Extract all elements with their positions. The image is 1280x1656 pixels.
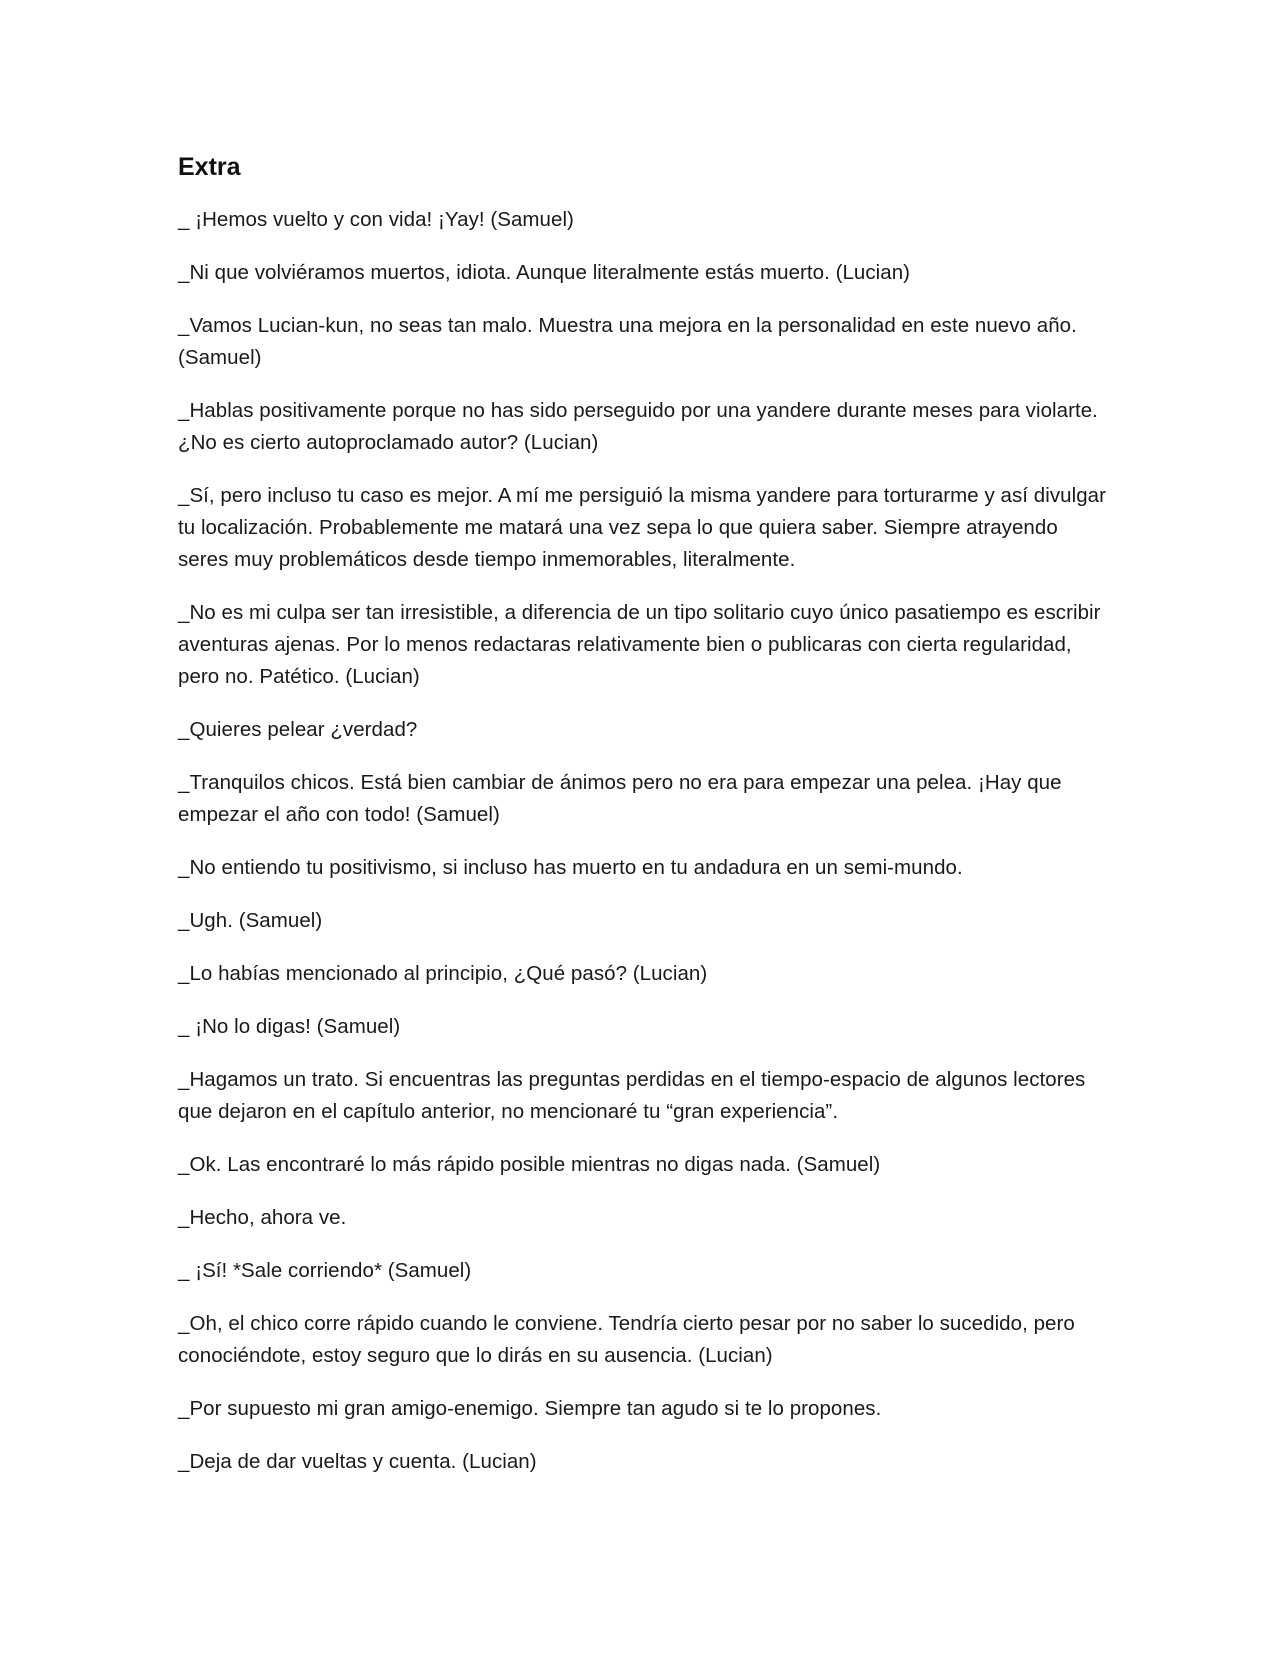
dialogue-line: _Por supuesto mi gran amigo-enemigo. Siempre tan agudo si te lo propones. [178,1397,882,1420]
dialogue-line: _Hecho, ahora ve. [178,1206,347,1229]
dialogue-line: _Lo habías mencionado al principio, ¿Qué pasó? (Lucian) [178,962,708,985]
dialogue-line: _Quieres pelear ¿verdad? [178,718,418,741]
document-page [178,150,1108,1499]
dialogue-line: _Hagamos un trato. Si encuentras las preguntas perdidas en el tiempo-espacio de algunos lectores que dejaron en el capítulo anterior, no mencionaré tu “gran experiencia”. [178,1068,1086,1123]
dialogue-line: _Hablas positivamente porque no has sido perseguido por una yandere durante meses para violarte. ¿No es cierto autoproclamado autor? (Lucian) [178,399,1098,454]
dialogue-line: _Tranquilos chicos. Está bien cambiar de ánimos pero no era para empezar una pelea. ¡Hay que empezar el año con todo! (Samuel) [178,771,1062,826]
dialogue-line: _Vamos Lucian-kun, no seas tan malo. Muestra una mejora en la personalidad en este nuevo año. (Samuel) [178,314,1077,369]
dialogue-line: _Sí, pero incluso tu caso es mejor. A mí me persiguió la misma yandere para torturarme y así divulgar tu localización. Probablemente me matará una vez sepa lo que quiera saber. Siempre atrayendo seres muy problemáticos desde tiempo inmemorables, literalmente. [178,484,1106,571]
dialogue-line: _Ni que volviéramos muertos, idiota. Aunque literalmente estás muerto. (Lucian) [178,261,911,284]
dialogue-line: _ ¡Hemos vuelto y con vida! ¡Yay! (Samuel) [178,208,574,231]
dialogue-line: _Oh, el chico corre rápido cuando le conviene. Tendría cierto pesar por no saber lo sucedido, pero conociéndote, estoy seguro que lo dirás en su ausencia. (Lucian) [178,1312,1075,1367]
dialogue-line: _Deja de dar vueltas y cuenta. (Lucian) [178,1450,537,1473]
dialogue-line: _ ¡No lo digas! (Samuel) [178,1015,401,1038]
dialogue-line: _No es mi culpa ser tan irresistible, a diferencia de un tipo solitario cuyo único pasatiempo es escribir aventuras ajenas. Por lo menos redactaras relativamente bien o publicaras con cierta regularidad, pero no. Patético. (Lucian) [178,601,1101,688]
dialogue-line: _Ok. Las encontraré lo más rápido posible mientras no digas nada. (Samuel) [178,1153,881,1176]
dialogue-line: _Ugh. (Samuel) [178,909,323,932]
dialogue-line: _No entiendo tu positivismo, si incluso has muerto en tu andadura en un semi-mundo. [178,856,963,879]
document-title: Extra [178,153,241,181]
dialogue-line: _ ¡Sí! *Sale corriendo* (Samuel) [178,1259,472,1282]
